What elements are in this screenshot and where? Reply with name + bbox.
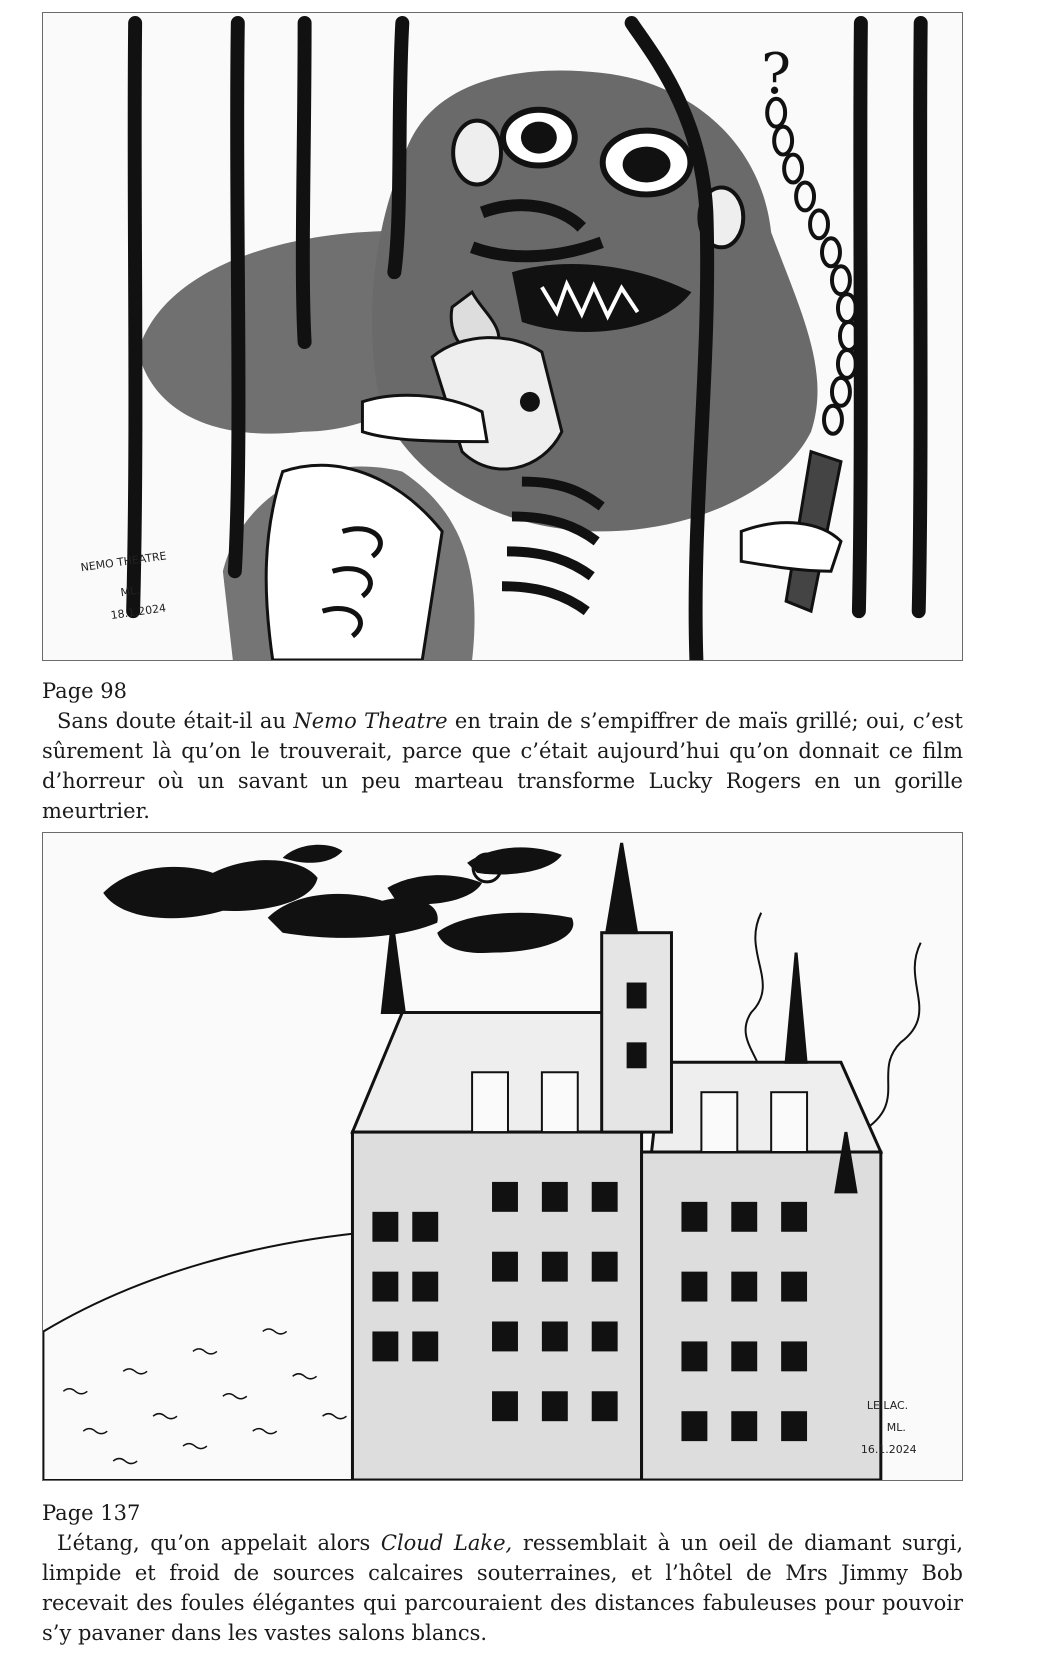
paragraph-text: L’étang, qu’on appelait alors <box>57 1531 381 1555</box>
hotel-drawing <box>43 833 962 1480</box>
question-mark-hook: ? <box>761 41 792 107</box>
keeper-hand <box>741 523 841 572</box>
signature-line-1: NEMO THEATRE <box>79 549 168 575</box>
signature-line-1: LE LAC. <box>866 1399 909 1413</box>
paragraph-text: en train de s’empiffrer de maïs grillé; oui, c’est sûrement là qu’on le trouverait, parce que c’était aujourd’hui qu’on donnait ce film d’horreur où un savant un peu marteau transforme Lucky Rogers en un gorille meurtrier. <box>42 709 963 823</box>
paragraph <box>42 706 963 826</box>
signature-line-2: ML. <box>886 1421 906 1435</box>
paragraph-italic: Cloud Lake, <box>380 1531 513 1555</box>
paragraph <box>42 1528 963 1648</box>
paragraph-italic: Nemo Theatre <box>293 709 448 733</box>
paragraph-text: ressemblait à un oeil de diamant surgi, limpide et froid de sources calcaires souterraines, et l’hôtel de Mrs Jimmy Bob recevait des foules élégantes qui parcouraient des distances fabuleuses pour pouvoir s’y pavaner dans les vastes salons blancs. <box>42 1531 963 1645</box>
gorilla-ear-left <box>453 121 501 185</box>
caption-page-137 <box>42 1498 963 1648</box>
lake <box>43 1232 372 1480</box>
signature-line-3: 16.1.2024 <box>860 1443 917 1457</box>
illustration-gorilla <box>42 12 963 661</box>
caption-page-98 <box>42 676 963 826</box>
signature-line-2: ML. <box>119 583 141 600</box>
illustration-hotel <box>42 832 963 1481</box>
clouds <box>103 845 573 953</box>
page-label: Page 137 <box>42 1501 141 1525</box>
page-label: Page 98 <box>42 679 127 703</box>
hotel-building <box>352 843 880 1480</box>
paragraph-text: Sans doute était-il au <box>57 709 294 733</box>
signature-line-3: 18.1.2024 <box>109 601 167 623</box>
gorilla-drawing <box>43 13 962 660</box>
